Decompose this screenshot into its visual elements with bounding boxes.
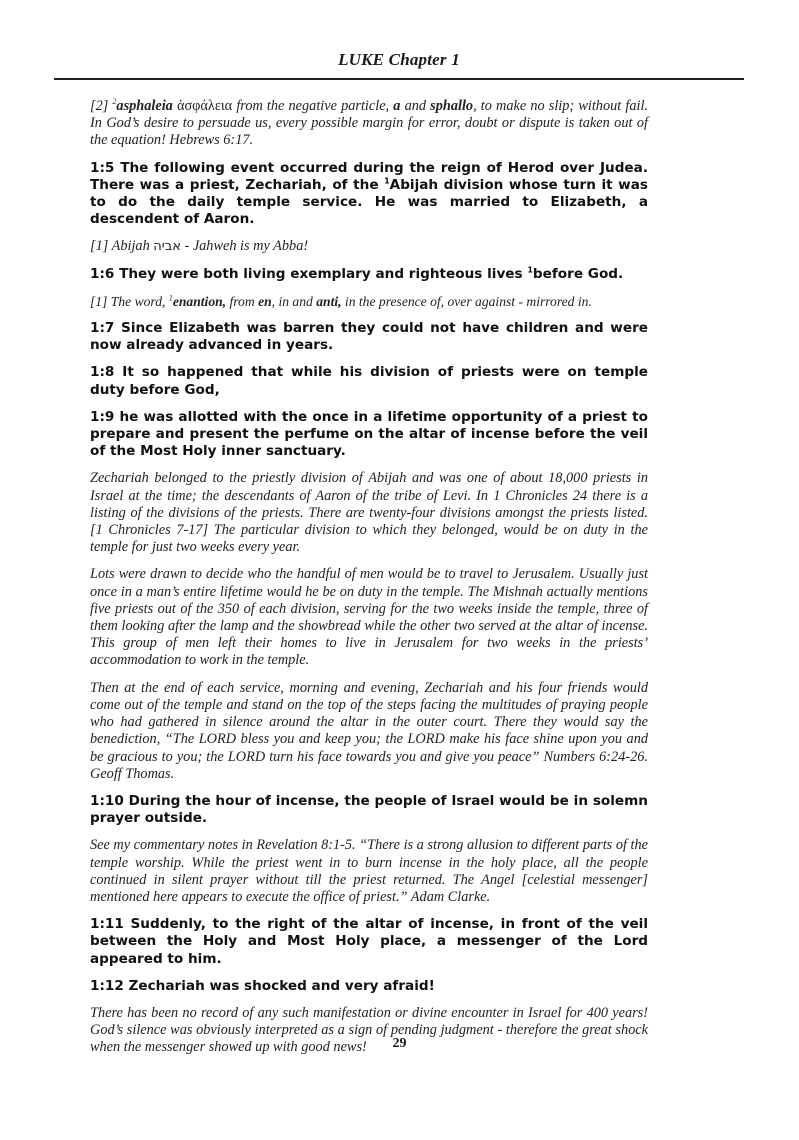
- note-text: , in and: [271, 293, 317, 309]
- bold-term: sphallo: [430, 98, 474, 114]
- footnote-abijah: [90, 238, 648, 255]
- note-text: - Jahweh is my Abba!: [180, 238, 309, 255]
- header-rule: [54, 78, 744, 80]
- bold-term: a: [393, 98, 401, 114]
- superscript-ref: 2: [112, 97, 117, 107]
- verse-1-12: 1:12 Zechariah was shocked and very afraid!: [90, 977, 435, 994]
- superscript-ref: 1: [384, 176, 390, 186]
- bold-term: anti,: [316, 293, 342, 309]
- hebrew-word: אביה: [153, 239, 181, 255]
- verse-text: before God.: [532, 265, 624, 282]
- greek-translit: enantion,: [172, 293, 227, 309]
- note-text: from: [226, 293, 259, 309]
- note-text: in the presence of, over against - mirrored in.: [341, 293, 592, 309]
- note-text: and: [400, 98, 431, 114]
- commentary-lots-drawn: Lots were drawn to decide who the handful of men would be to travel to Jerusalem. Usually just once in a man’s entire lifetime would he be on duty in the temple. The Mishnah actually mentions five priests out of the 350 of each division, serving for the two weeks inside the temple, three of them looking after the lamp and the showbread while the other two served at the altar of incense. This group of men left their homes to live in Jerusalem for two weeks in the priests’ accommodation to work in the temple.: [90, 566, 648, 669]
- verse-1-10: 1:10 During the hour of incense, the people of Israel would be in solemn prayer outside.: [90, 792, 648, 827]
- verse-1-5: [90, 160, 648, 229]
- verse-1-7: 1:7 Since Elizabeth was barren they could not have children and were now already advanced in years.: [90, 320, 648, 354]
- greek-word: ἀσφάλεια: [172, 98, 237, 114]
- running-header: LUKE Chapter 1: [338, 50, 460, 69]
- verse-text: Abijah division whose turn it was to do the daily temple service. He was married to Elizabeth, a descendent of Aaron.: [90, 176, 648, 228]
- commentary-revelation: See my commentary notes in Revelation 8:1-5. “There is a strong allusion to different parts of the temple worship. While the priest went in to burn incense in the holy place, all the people continued in silent prayer without till the priest returned. The Angel [celestial messenger] mentioned here appears to execute the office of priest.” Adam Clarke.: [90, 837, 648, 905]
- note-text: from the negative particle,: [236, 98, 394, 114]
- commentary-benediction: Then at the end of each service, morning and evening, Zechariah and his four friends would come out of the temple and stand on the top of the steps facing the multitudes of praying people who had gathered in silence around the altar in the outer court. There they would say the benediction, “The LORD bless you and keep you; the LORD make his face shine upon you and be gracious to you; the LORD turn his face towards you and give you peace” Numbers 6:24-26. Geoff Thomas.: [90, 679, 648, 782]
- greek-translit: asphaleia: [116, 98, 173, 114]
- footnote-asphaleia: [90, 98, 648, 150]
- bold-term: en: [258, 293, 272, 309]
- commentary-400-years: There has been no record of any such manifestation or divine encounter in Israel for 400 years! God’s silence was obviously interpreted as a sign of pending judgment - therefore the great shock when the messenger showed up with good news!: [90, 1004, 648, 1056]
- commentary-priestly-division: Zechariah belonged to the priestly division of Abijah and was one of about 18,000 priests in Israel at the time; the descendants of Aaron of the tribe of Levi. In 1 Chronicles 24 there is a listing of the divisions of the priests. There are twenty-four divisions amongst the priests listed. [1 Chronicles 7-17] The particular division to which they belonged, would be on duty in the temple for just two weeks every year.: [90, 470, 648, 556]
- note-text: [1] Abijah: [90, 238, 154, 255]
- note-text: , to make no slip; without fail. In God’s desire to persuade us, every possible margin for error, doubt or dispute is taken out of the equation! Hebrews 6:17.: [90, 98, 648, 149]
- footnote-marker: [2]: [90, 98, 113, 114]
- superscript-ref: 1: [168, 293, 173, 303]
- verse-text: 1:5 The following event occurred during the reign of Herod over Judea. There was a priest, Zechariah, of the: [90, 159, 648, 193]
- superscript-ref: 1: [527, 265, 533, 275]
- page-body: [90, 98, 648, 1067]
- verse-text: 1:6 They were both living exemplary and righteous lives: [90, 265, 528, 282]
- verse-1-9: 1:9 he was allotted with the once in a lifetime opportunity of a priest to prepare and present the perfume on the altar of incense before the veil of the Most Holy inner sanctuary.: [90, 408, 648, 460]
- page-number: 29: [392, 1036, 407, 1051]
- note-text: [1] The word,: [90, 293, 169, 309]
- verse-1-8: 1:8 It so happened that while his division of priests were on temple duty before God,: [90, 364, 648, 398]
- verse-1-6: [90, 266, 648, 283]
- footnote-enantion: [90, 293, 648, 310]
- verse-1-11: 1:11 Suddenly, to the right of the altar of incense, in front of the veil between the Holy and Most Holy place, a messenger of the Lord appeared to him.: [90, 916, 648, 967]
